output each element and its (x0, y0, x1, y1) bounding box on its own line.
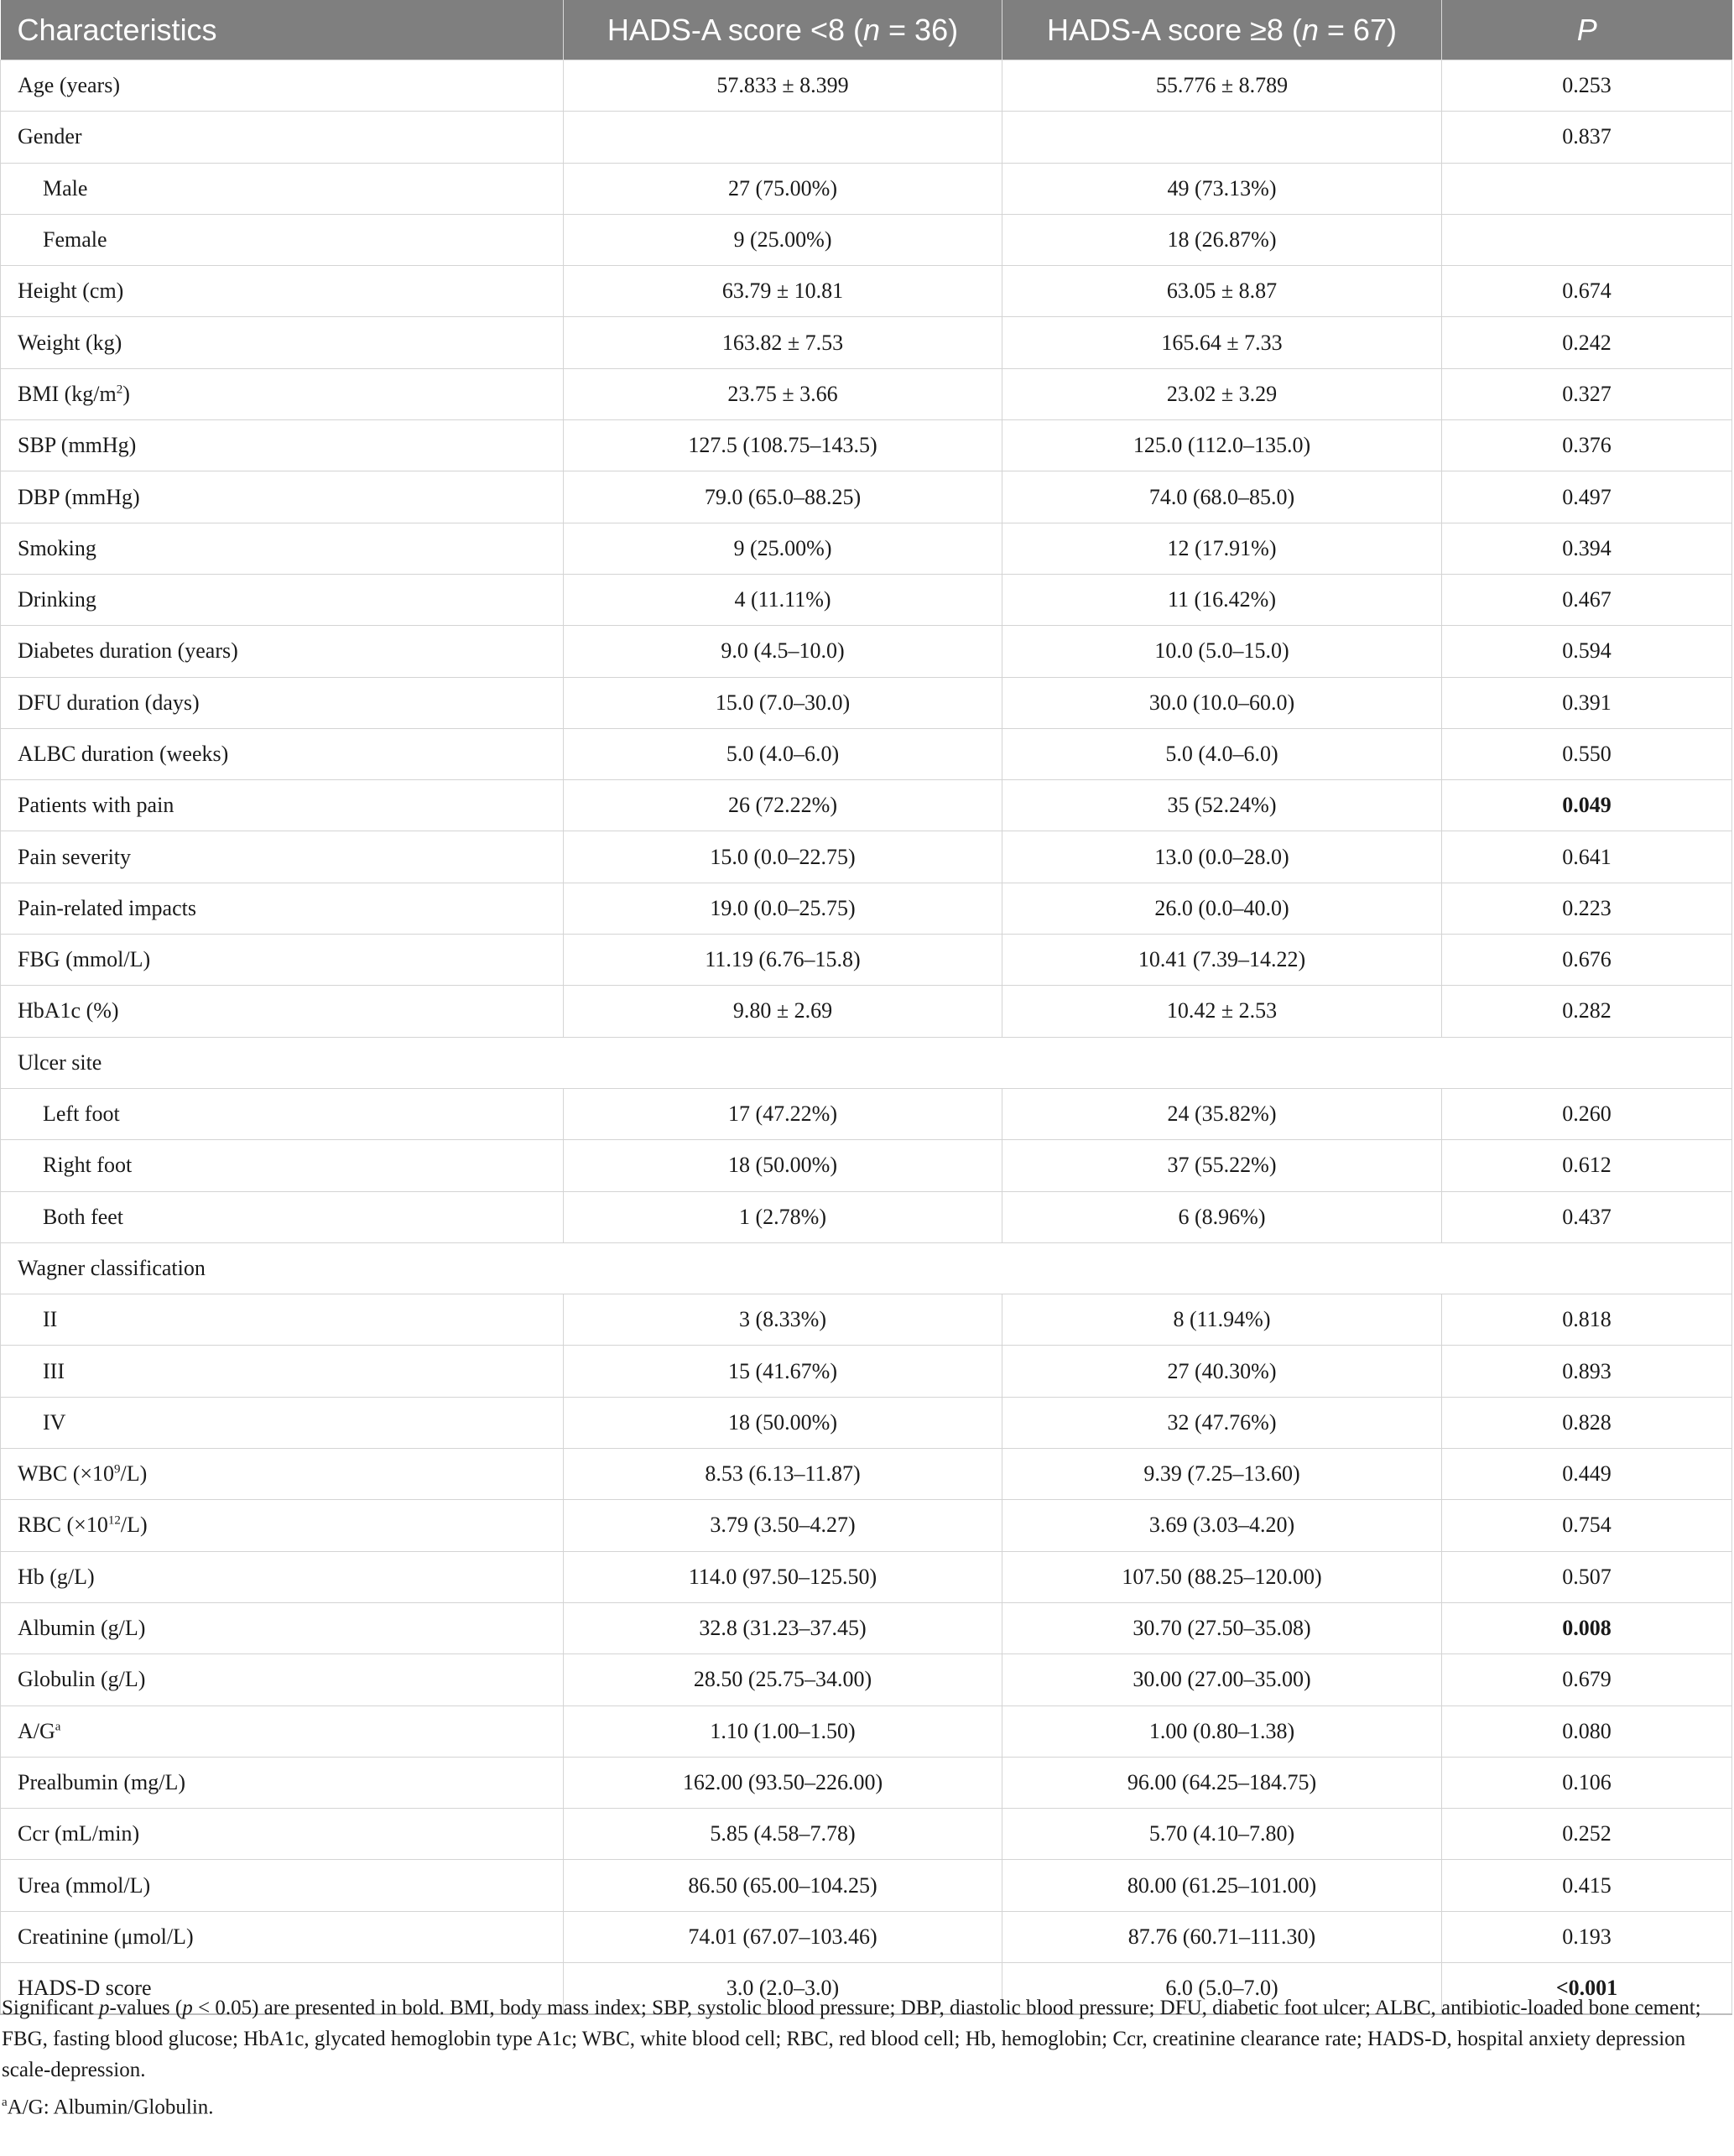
row-label: Both feet (1, 1191, 564, 1242)
row-label: Albumin (g/L) (1, 1602, 564, 1653)
group-high-cell: 63.05 ± 8.87 (1002, 266, 1442, 317)
p-value-cell: 0.550 (1442, 728, 1732, 779)
group-low-cell: 27 (75.00%) (564, 163, 1002, 214)
p-value-cell: 0.008 (1442, 1602, 1732, 1653)
row-label-superscript: 2 (116, 383, 123, 397)
table-row (1, 523, 1732, 574)
group-low-cell: 1 (2.78%) (564, 1191, 1002, 1242)
table-row (1, 112, 1732, 163)
table-row (1, 935, 1732, 986)
table-row (1, 1654, 1732, 1706)
row-label: Prealbumin (mg/L) (1, 1757, 564, 1808)
group-high-cell: 96.00 (64.25–184.75) (1002, 1757, 1442, 1808)
table-row (1, 1346, 1732, 1397)
header-group-high-suffix: = 67) (1318, 12, 1397, 47)
group-high-cell: 125.0 (112.0–135.0) (1002, 420, 1442, 471)
group-high-cell: 32 (47.76%) (1002, 1397, 1442, 1448)
p-value-cell: 0.327 (1442, 368, 1732, 419)
table-row (1, 1602, 1732, 1653)
group-high-cell: 6 (8.96%) (1002, 1191, 1442, 1242)
table-row (1, 883, 1732, 934)
group-low-cell: 3.0 (2.0–3.0) (564, 1962, 1002, 2014)
table-row (1, 1191, 1732, 1242)
group-high-cell: 5.0 (4.0–6.0) (1002, 728, 1442, 779)
group-low-cell: 57.833 ± 8.399 (564, 60, 1002, 112)
group-high-cell: 165.64 ± 7.33 (1002, 317, 1442, 368)
footnote-ag-text: A/G: Albumin/Globulin. (7, 2096, 214, 2119)
group-high-cell: 107.50 (88.25–120.00) (1002, 1551, 1442, 1602)
group-high-cell: 87.76 (60.71–111.30) (1002, 1911, 1442, 1962)
group-low-cell: 5.0 (4.0–6.0) (564, 728, 1002, 779)
group-low-cell: 5.85 (4.58–7.78) (564, 1809, 1002, 1860)
p-value-cell: 0.260 (1442, 1088, 1732, 1139)
group-high-cell: 24 (35.82%) (1002, 1088, 1442, 1139)
group-high-cell: 3.69 (3.03–4.20) (1002, 1500, 1442, 1551)
row-label-suffix: /L) (120, 1461, 148, 1487)
p-value-cell: 0.674 (1442, 266, 1732, 317)
p-value-cell: 0.252 (1442, 1809, 1732, 1860)
p-value-cell: 0.193 (1442, 1911, 1732, 1962)
group-low-cell: 4 (11.11%) (564, 574, 1002, 625)
table-row (1, 1757, 1732, 1808)
p-value-cell: 0.679 (1442, 1654, 1732, 1706)
group-high-cell: 9.39 (7.25–13.60) (1002, 1449, 1442, 1500)
p-value-cell: 0.612 (1442, 1140, 1732, 1191)
group-low-cell: 9.80 ± 2.69 (564, 986, 1002, 1037)
group-low-cell: 32.8 (31.23–37.45) (564, 1602, 1002, 1653)
p-value-cell: 0.507 (1442, 1551, 1732, 1602)
group-low-cell: 8.53 (6.13–11.87) (564, 1449, 1002, 1500)
group-high-cell: 49 (73.13%) (1002, 163, 1442, 214)
group-high-cell: 80.00 (61.25–101.00) (1002, 1860, 1442, 1911)
table-body (1, 60, 1732, 2015)
header-characteristics: Characteristics (1, 0, 564, 60)
row-label: Weight (kg) (1, 317, 564, 368)
table-row (1, 831, 1732, 883)
table-row (1, 1809, 1732, 1860)
group-high-cell: 10.42 ± 2.53 (1002, 986, 1442, 1037)
group-low-cell: 18 (50.00%) (564, 1397, 1002, 1448)
row-label: ALBC duration (weeks) (1, 728, 564, 779)
row-label-suffix: /L) (120, 1513, 148, 1538)
group-high-cell (1002, 112, 1442, 163)
row-label: Pain-related impacts (1, 883, 564, 934)
group-high-cell: 35 (52.24%) (1002, 780, 1442, 831)
group-low-cell: 15 (41.67%) (564, 1346, 1002, 1397)
group-low-cell: 63.79 ± 10.81 (564, 266, 1002, 317)
footnote-ag-mark: a (2, 2096, 8, 2109)
row-label-superscript: a (55, 1719, 61, 1733)
group-high-cell: 5.70 (4.10–7.80) (1002, 1809, 1442, 1860)
group-low-cell: 19.0 (0.0–25.75) (564, 883, 1002, 934)
row-label: Female (1, 214, 564, 265)
group-low-cell: 11.19 (6.76–15.8) (564, 935, 1002, 986)
footnote-ag (2, 2087, 1726, 2122)
footnote-part1: Significant (2, 1997, 99, 2019)
row-label: Right foot (1, 1140, 564, 1191)
footnote-part3: < 0.05) are presented in bold. BMI, body mass index; SBP, systolic blood pressure; DBP, diastolic blood pressure; DFU, diabetic foot ulcer; ALBC, antibiotic-loaded bone cement; FBG, fasting blood glucose; HbA1c, glycated hemoglobin type A1c; WBC, white blood cell; RBC, red blood cell; Hb, hemoglobin; Ccr, creatinine clearance rate; HADS-D, hospital anxiety depression scale-depression. (2, 1997, 1701, 2081)
p-value-cell: 0.080 (1442, 1706, 1732, 1757)
p-value-cell: 0.467 (1442, 574, 1732, 625)
table-row (1, 163, 1732, 214)
table-row (1, 471, 1732, 523)
table-row (1, 728, 1732, 779)
group-low-cell: 74.01 (67.07–103.46) (564, 1911, 1002, 1962)
p-value-cell: 0.818 (1442, 1294, 1732, 1346)
group-high-cell: 13.0 (0.0–28.0) (1002, 831, 1442, 883)
p-value-cell: 0.497 (1442, 471, 1732, 523)
table-row (1, 677, 1732, 728)
p-value-cell: 0.449 (1442, 1449, 1732, 1500)
header-p-label: P (1576, 12, 1597, 47)
p-value-cell: 0.837 (1442, 112, 1732, 163)
group-low-cell (564, 112, 1002, 163)
row-label: Creatinine (μmol/L) (1, 1911, 564, 1962)
header-p-value (1442, 0, 1732, 60)
group-high-cell: 8 (11.94%) (1002, 1294, 1442, 1346)
group-high-cell: 30.70 (27.50–35.08) (1002, 1602, 1442, 1653)
row-label: DBP (mmHg) (1, 471, 564, 523)
row-label: Height (cm) (1, 266, 564, 317)
table-footnotes (2, 1992, 1726, 2122)
table-row (1, 986, 1732, 1037)
table-row (1, 1242, 1732, 1294)
p-value-cell: 0.828 (1442, 1397, 1732, 1448)
row-label-text: BMI (kg/m (18, 381, 117, 406)
table-row (1, 368, 1732, 419)
row-label: IV (1, 1397, 564, 1448)
group-low-cell: 79.0 (65.0–88.25) (564, 471, 1002, 523)
group-high-cell: 6.0 (5.0–7.0) (1002, 1962, 1442, 2014)
header-row (1, 0, 1732, 60)
row-label: SBP (mmHg) (1, 420, 564, 471)
table-row (1, 1397, 1732, 1448)
group-high-cell: 11 (16.42%) (1002, 574, 1442, 625)
group-low-cell: 9 (25.00%) (564, 214, 1002, 265)
p-value-cell: <0.001 (1442, 1962, 1732, 2014)
table-row (1, 1140, 1732, 1191)
p-value-cell: 0.282 (1442, 986, 1732, 1037)
table-row (1, 1551, 1732, 1602)
header-group-low-prefix: HADS-A score <8 ( (607, 12, 863, 47)
header-group-low (564, 0, 1002, 60)
group-high-cell: 37 (55.22%) (1002, 1140, 1442, 1191)
p-value-cell: 0.415 (1442, 1860, 1732, 1911)
group-high-cell: 30.00 (27.00–35.00) (1002, 1654, 1442, 1706)
p-value-cell: 0.394 (1442, 523, 1732, 574)
p-value-cell: 0.437 (1442, 1191, 1732, 1242)
row-label-text: RBC (×10 (18, 1513, 108, 1538)
row-label: DFU duration (days) (1, 677, 564, 728)
table-row (1, 1860, 1732, 1911)
table-row (1, 317, 1732, 368)
header-group-high (1002, 0, 1442, 60)
group-low-cell: 28.50 (25.75–34.00) (564, 1654, 1002, 1706)
group-low-cell: 3.79 (3.50–4.27) (564, 1500, 1002, 1551)
p-value-cell: 0.106 (1442, 1757, 1732, 1808)
row-label: Gender (1, 112, 564, 163)
row-label: Ulcer site (1, 1037, 1732, 1088)
p-value-cell: 0.641 (1442, 831, 1732, 883)
group-low-cell: 163.82 ± 7.53 (564, 317, 1002, 368)
table-row (1, 574, 1732, 625)
group-low-cell: 1.10 (1.00–1.50) (564, 1706, 1002, 1757)
p-value-cell: 0.242 (1442, 317, 1732, 368)
table-row (1, 1294, 1732, 1346)
row-label: II (1, 1294, 564, 1346)
footnote-abbreviations (2, 1992, 1726, 2086)
row-label: Male (1, 163, 564, 214)
p-value-cell (1442, 214, 1732, 265)
table-row (1, 266, 1732, 317)
group-low-cell: 9.0 (4.5–10.0) (564, 626, 1002, 677)
header-group-high-n: n (1301, 12, 1319, 47)
row-label-suffix: ) (122, 381, 130, 406)
row-label: Left foot (1, 1088, 564, 1139)
row-label: Globulin (g/L) (1, 1654, 564, 1706)
row-label: FBG (mmol/L) (1, 935, 564, 986)
group-high-cell: 12 (17.91%) (1002, 523, 1442, 574)
row-label (1, 1706, 564, 1757)
row-label: Patients with pain (1, 780, 564, 831)
group-low-cell: 86.50 (65.00–104.25) (564, 1860, 1002, 1911)
table-row (1, 1088, 1732, 1139)
row-label: Diabetes duration (years) (1, 626, 564, 677)
group-low-cell: 3 (8.33%) (564, 1294, 1002, 1346)
footnote-p-italic: p (98, 1997, 110, 2019)
header-group-low-suffix: = 36) (880, 12, 959, 47)
footnote-p-italic-2: p (182, 1997, 193, 2019)
table-row (1, 420, 1732, 471)
group-high-cell: 74.0 (68.0–85.0) (1002, 471, 1442, 523)
table-header (1, 0, 1732, 60)
row-label (1, 1500, 564, 1551)
p-value-cell: 0.253 (1442, 60, 1732, 112)
group-low-cell: 127.5 (108.75–143.5) (564, 420, 1002, 471)
p-value-cell: 0.893 (1442, 1346, 1732, 1397)
row-label: Wagner classification (1, 1242, 1732, 1294)
table-row (1, 626, 1732, 677)
group-low-cell: 17 (47.22%) (564, 1088, 1002, 1139)
table-row (1, 1706, 1732, 1757)
group-high-cell: 23.02 ± 3.29 (1002, 368, 1442, 419)
group-low-cell: 15.0 (0.0–22.75) (564, 831, 1002, 883)
group-low-cell: 18 (50.00%) (564, 1140, 1002, 1191)
group-low-cell: 15.0 (7.0–30.0) (564, 677, 1002, 728)
table-row (1, 60, 1732, 112)
p-value-cell: 0.754 (1442, 1500, 1732, 1551)
header-group-low-n: n (863, 12, 881, 47)
row-label: HbA1c (%) (1, 986, 564, 1037)
p-value-cell: 0.676 (1442, 935, 1732, 986)
p-value-cell: 0.049 (1442, 780, 1732, 831)
p-value-cell: 0.594 (1442, 626, 1732, 677)
p-value-cell: 0.223 (1442, 883, 1732, 934)
group-low-cell: 23.75 ± 3.66 (564, 368, 1002, 419)
p-value-cell: 0.376 (1442, 420, 1732, 471)
group-high-cell: 10.41 (7.39–14.22) (1002, 935, 1442, 986)
table-row (1, 214, 1732, 265)
table-row (1, 1500, 1732, 1551)
group-high-cell: 10.0 (5.0–15.0) (1002, 626, 1442, 677)
row-label: HADS-D score (1, 1962, 564, 2014)
row-label-superscript: 12 (107, 1513, 121, 1528)
group-low-cell: 9 (25.00%) (564, 523, 1002, 574)
row-label: Smoking (1, 523, 564, 574)
row-label (1, 368, 564, 419)
row-label-text: A/G (18, 1718, 55, 1743)
row-label: Pain severity (1, 831, 564, 883)
footnote-part2: -values ( (109, 1997, 183, 2019)
group-high-cell: 26.0 (0.0–40.0) (1002, 883, 1442, 934)
group-high-cell: 55.776 ± 8.789 (1002, 60, 1442, 112)
row-label: Age (years) (1, 60, 564, 112)
group-high-cell: 1.00 (0.80–1.38) (1002, 1706, 1442, 1757)
group-low-cell: 114.0 (97.50–125.50) (564, 1551, 1002, 1602)
row-label: Hb (g/L) (1, 1551, 564, 1602)
row-label: Drinking (1, 574, 564, 625)
row-label: III (1, 1346, 564, 1397)
group-high-cell: 18 (26.87%) (1002, 214, 1442, 265)
table-row (1, 1037, 1732, 1088)
table-row (1, 1911, 1732, 1962)
table-row (1, 780, 1732, 831)
header-group-high-prefix: HADS-A score ≥8 ( (1047, 12, 1302, 47)
group-low-cell: 162.00 (93.50–226.00) (564, 1757, 1002, 1808)
group-high-cell: 30.0 (10.0–60.0) (1002, 677, 1442, 728)
group-high-cell: 27 (40.30%) (1002, 1346, 1442, 1397)
table-row (1, 1449, 1732, 1500)
row-label: Ccr (mL/min) (1, 1809, 564, 1860)
row-label-text: WBC (×10 (18, 1461, 115, 1487)
row-label-superscript: 9 (114, 1462, 121, 1476)
p-value-cell (1442, 163, 1732, 214)
p-value-cell: 0.391 (1442, 677, 1732, 728)
row-label (1, 1449, 564, 1500)
group-low-cell: 26 (72.22%) (564, 780, 1002, 831)
row-label: Urea (mmol/L) (1, 1860, 564, 1911)
